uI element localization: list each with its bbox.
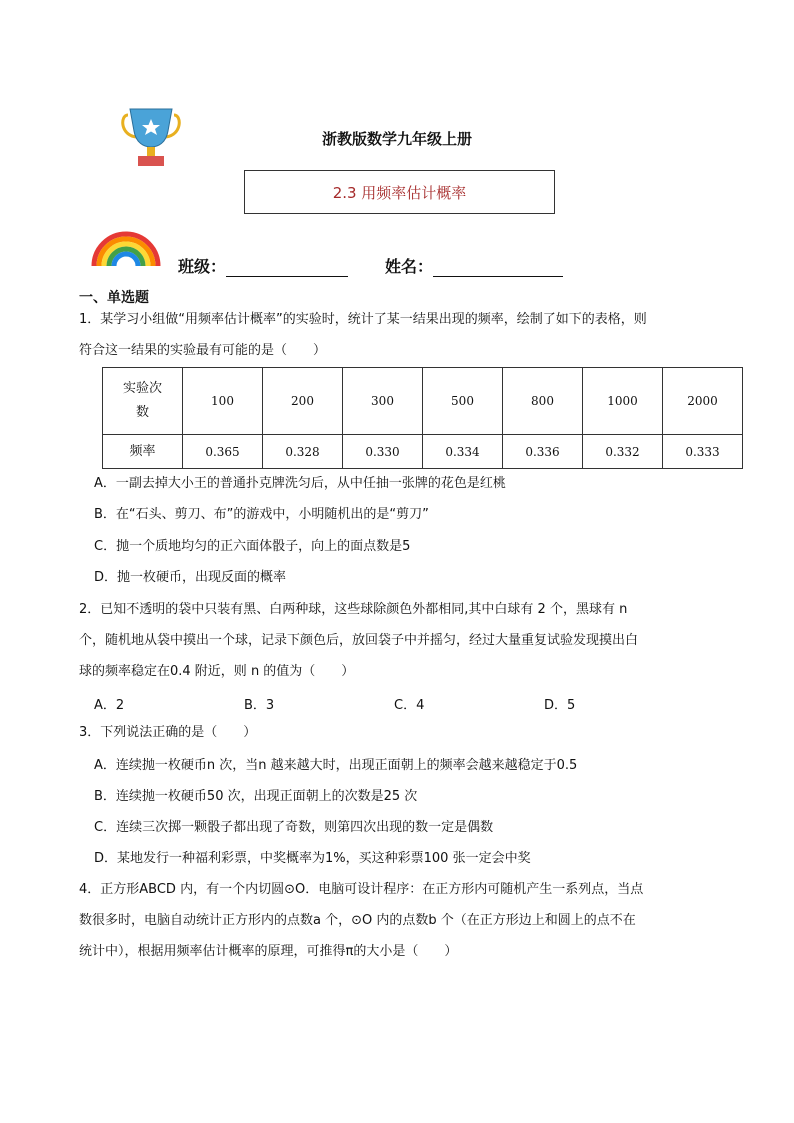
q1-option-c[interactable]: C．抛一个质地均匀的正六面体骰子，向上的面点数是5	[94, 539, 411, 554]
table-cell: 500	[423, 368, 503, 435]
table-header-cell: 频率	[103, 435, 183, 469]
q4-line: 数很多时，电脑自动统计正方形内的点数a 个，⊙O 内的点数b 个（在正方形边上和圆上的点不在	[79, 913, 636, 928]
name-field	[385, 254, 563, 277]
q2-line: 2．已知不透明的袋中只装有黑、白两种球，这些球除颜色外都相同,其中白球有 2 个，黑球有 n	[79, 602, 628, 617]
table-cell: 800	[503, 368, 583, 435]
table-cell: 200	[263, 368, 343, 435]
q3-line: 3．下列说法正确的是（ ）	[79, 725, 257, 740]
q2-line: 个，随机地从袋中摸出一个球，记录下颜色后，放回袋子中并摇匀，经过大量重复试验发现摸出白	[79, 633, 639, 648]
q1-stem	[79, 304, 721, 366]
q2-line: 球的频率稳定在0.4 附近，则 n 的值为（ ）	[79, 664, 355, 679]
q1-option-d[interactable]: D．抛一枚硬币，出现反面的概率	[94, 570, 287, 585]
q2-option-b[interactable]: B．3	[244, 698, 275, 713]
q2-option-c[interactable]: C．4	[394, 698, 425, 713]
frequency-table	[102, 367, 743, 469]
q3-option-a[interactable]: A．连续抛一枚硬币n 次，当n 越来越大时，出现正面朝上的频率会越来越稳定于0.5	[94, 758, 578, 773]
q2-options	[94, 694, 694, 713]
subtitle-box	[244, 170, 555, 214]
table-header-cell: 实验次 数	[103, 368, 183, 435]
table-cell: 1000	[583, 368, 663, 435]
q1-option-a[interactable]: A．一副去掉大小王的普通扑克牌洗匀后，从中任抽一张牌的花色是红桃	[94, 476, 506, 491]
q2-option-d[interactable]: D．5	[544, 698, 576, 713]
q3-stem	[79, 717, 721, 748]
q1-line: 符合这一结果的实验最有可能的是（ ）	[79, 343, 327, 358]
table-row	[103, 435, 743, 469]
table-cell: 300	[343, 368, 423, 435]
q3-option-c[interactable]: C．连续三次掷一颗骰子都出现了奇数，则第四次出现的数一定是偶数	[94, 820, 494, 835]
q4-line: 统计中），根据用频率估计概率的原理，可推得π的大小是（ ）	[79, 944, 458, 959]
page-title: 浙教版数学九年级上册	[321, 130, 472, 148]
q2-stem	[79, 594, 721, 687]
q3-option-b[interactable]: B．连续抛一枚硬币50 次，出现正面朝上的次数是25 次	[94, 789, 418, 804]
class-input-line[interactable]	[226, 260, 348, 277]
table-cell: 0.365	[183, 435, 263, 469]
q1-option-b[interactable]: B．在“石头、剪刀、布”的游戏中，小明随机出的是“剪刀”	[94, 507, 429, 522]
name-label: 姓名：	[385, 257, 434, 276]
rainbow-icon	[90, 226, 162, 268]
table-cell: 0.334	[423, 435, 503, 469]
table-cell: 0.328	[263, 435, 343, 469]
table-cell: 0.330	[343, 435, 423, 469]
table-row	[103, 368, 743, 435]
subtitle-text: 2.3 用频率估计概率	[332, 183, 467, 202]
table-cell: 0.336	[503, 435, 583, 469]
section-heading: 一、单选题	[79, 290, 149, 306]
table-cell: 0.332	[583, 435, 663, 469]
q4-stem	[79, 874, 721, 967]
q4-line: 4．正方形ABCD 内，有一个内切圆⊙O．电脑可设计程序：在正方形内可随机产生一系列点，当点	[79, 882, 644, 897]
name-input-line[interactable]	[433, 260, 563, 277]
table-cell: 2000	[663, 368, 743, 435]
table-cell: 100	[183, 368, 263, 435]
class-label: 班级：	[178, 257, 227, 276]
q3-option-d[interactable]: D．某地发行一种福利彩票，中奖概率为1%，买这种彩票100 张一定会中奖	[94, 851, 531, 866]
q2-option-a[interactable]: A．2	[94, 698, 125, 713]
q1-line: 1．某学习小组做“用频率估计概率”的实验时，统计了某一结果出现的频率，绘制了如下的表格，则	[79, 312, 647, 327]
table-cell: 0.333	[663, 435, 743, 469]
class-field	[178, 254, 348, 277]
